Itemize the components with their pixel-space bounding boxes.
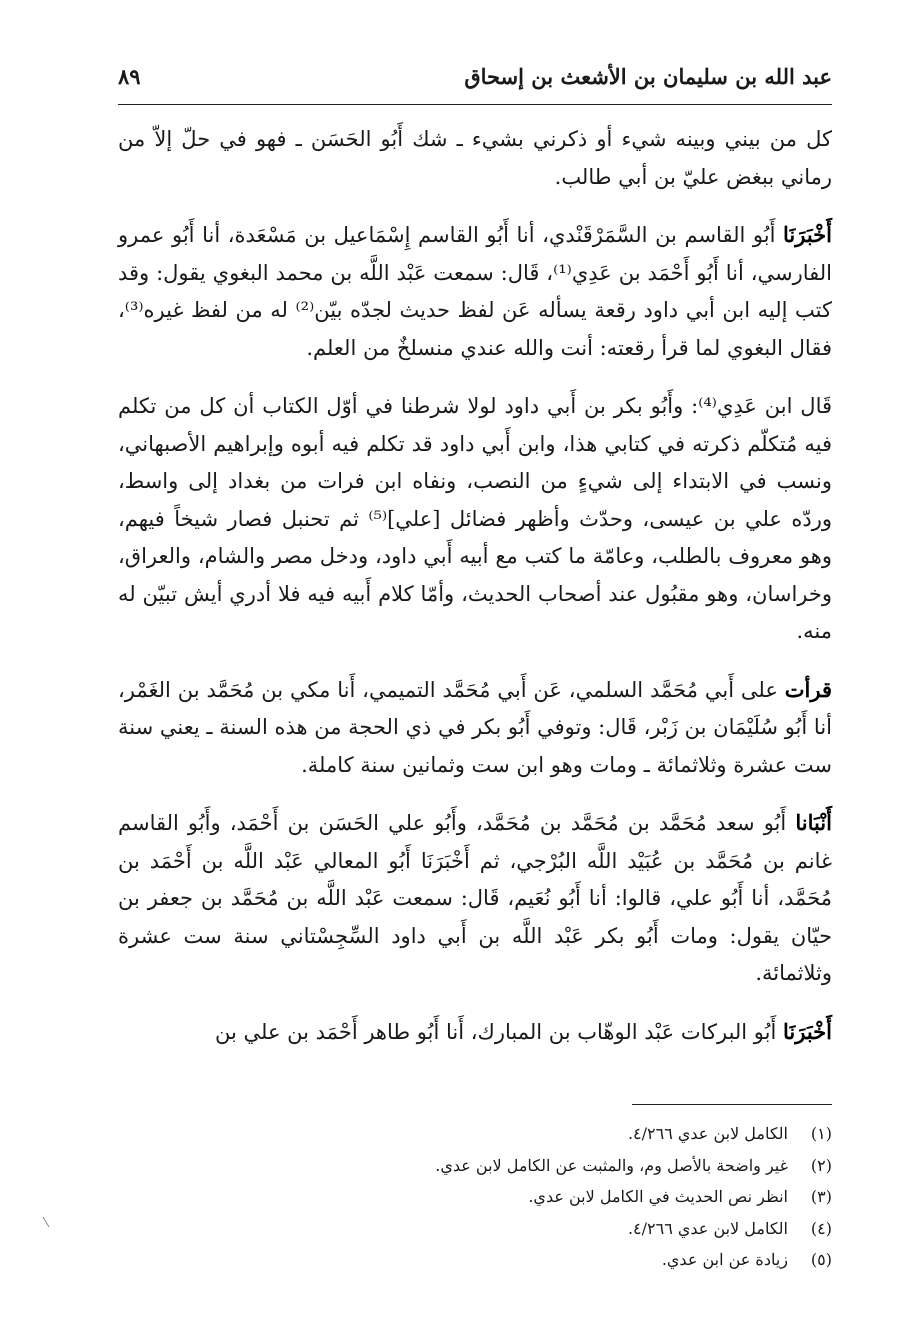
footnote: [118, 1181, 832, 1213]
footnote-number: (١): [810, 1124, 832, 1143]
paragraph-lead-word: أَخْبَرَنَا: [783, 222, 832, 247]
paragraph-text: كل من بيني وبينه شيء أو ذكرني بشيء ـ شك أَبُو الحَسَن ـ فهو في حلّ إلاّ من رماني ببغض عليّ بن أبي طالب.: [118, 127, 832, 189]
footnote-text: انظر نص الحديث في الكامل لابن عدي.: [528, 1187, 788, 1206]
footnote-number: (٤): [810, 1218, 832, 1238]
paragraph-lead-word: أَخْبَرَنَا: [783, 1018, 832, 1044]
footnote-text: غير واضحة بالأصل وم، والمثبت عن الكامل لابن عدي.: [435, 1155, 788, 1175]
footnote: [118, 1213, 832, 1245]
footnote-text: زيادة عن ابن عدي.: [661, 1250, 788, 1269]
footnote: [118, 1150, 832, 1182]
paragraph-lead-word: قرأت: [784, 676, 832, 702]
footnotes: [118, 1118, 832, 1276]
paragraph-text: أَبُو القاسم بن السَّمَرْقَنْدي، أنا أَبُو القاسم إِسْمَاعيل بن مَسْعَدة، أنا أَبُو عمرو الفارسي، أنا أَبُو أَحْمَد بن عَدِي⁽¹⁾، قَال: سمعت عَبْد اللَّه بن محمد البغوي يقول: وقد كتب إليه ابن أبي داود رقعة يسأله عَن لفظ حديث لجدّه بيّن⁽²⁾ له من لفظ غيره⁽³⁾، فقال البغوي لما قرأ رقعته: أنت والله عندي منسلخٌ من العلم.: [118, 223, 832, 360]
paragraph: [118, 1013, 832, 1052]
paragraph-text: أَبُو البركات عَبْد الوهّاب بن المبارك، أَنا أَبُو طاهر أَحْمَد بن علي بن: [215, 1019, 784, 1044]
paragraph-lead-word: أَنْبَانا: [795, 810, 832, 835]
footnote-text: الكامل لابن عدي ٤/٢٦٦.: [627, 1218, 788, 1238]
footnote-number: (٣): [810, 1187, 832, 1206]
footnote-text: الكامل لابن عدي ٤/٢٦٦.: [627, 1124, 788, 1143]
paragraph: [118, 120, 832, 196]
footnote-rule: [632, 1104, 832, 1105]
footnote: [118, 1118, 832, 1150]
paragraph: [118, 671, 832, 785]
footnote: [118, 1244, 832, 1276]
header-rule: [118, 104, 832, 105]
paragraph: [118, 216, 832, 367]
header-title: عبد الله بن سليمان بن الأشعث بن إسحاق: [464, 64, 832, 89]
paragraph: [118, 804, 832, 993]
paragraph-text: أَبُو سعد مُحَمَّد بن مُحَمَّد بن مُحَمَّد، وأَبُو علي الحَسَن بن أَحْمَد، وأَبُو القاسم غانم بن مُحَمَّد بن عُبَيْد اللَّه البُرْجي، ثم أَخْبَرَنَا أَبُو المعالي عَبْد اللَّه بن أَحْمَد بن مُحَمَّد، أنا أَبُو علي، قالوا: أنا أَبُو نُعَيم، قَال: سمعت عَبْد اللَّه بن مُحَمَّد بن جعفر بن حيّان يقول: ومات أَبُو بكر عَبْد اللَّه بن أَبي داود السِّجِسْتاني سنة ست عشرة وثلاثمائة.: [118, 811, 832, 985]
page-number: ٨٩: [118, 64, 141, 89]
main-text: [118, 120, 832, 1071]
paragraph-text: قَال ابن عَدِي⁽⁴⁾: وأَبُو بكر بن أَبي داود لولا شرطنا في أوّل الكتاب أن كل من تكلم فيه مُتكلّم ذكرته في كتابي هذا، وابن أَبي داود قد تكلم فيه أبوه وإبراهيم الأصبهاني، ونسب في الابتداء إلى شيءٍ من النصب، ونفاه ابن فرات من بغداد إلى واسط، وردّه علي بن عيسى، وحدّث وأظهر فضائل [علي]⁽⁵⁾ ثم تحنبل فصار شيخاً فيهم، وهو معروف بالطلب، وعامّة ما كتب مع أبيه أَبي داود، ودخل مصر والشام، والعراق، وخراسان، وهو مقبُول عند أصحاب الحديث، وأمّا كلام أَبيه فيه فلا أدري أيش تبيّن له منه.: [118, 394, 833, 643]
scan-speck: [42, 1216, 50, 1228]
paragraph: [118, 387, 832, 651]
running-header: [118, 62, 832, 106]
paragraph-text: على أَبي مُحَمَّد السلمي، عَن أَبي مُحَمَّد التميمي، أَنا مكي بن مُحَمَّد بن الغَمْر، أنا أَبُو سُلَيْمَان بن زَبْر، قَال: وتوفي أَبُو بكر في ذي الحجة من هذه السنة ـ يعني سنة ست عشرة وثلاثمائة ـ ومات وهو ابن ست وثمانين سنة كاملة.: [118, 677, 832, 777]
footnote-number: (٢): [810, 1155, 832, 1175]
footnote-number: (٥): [810, 1250, 832, 1269]
